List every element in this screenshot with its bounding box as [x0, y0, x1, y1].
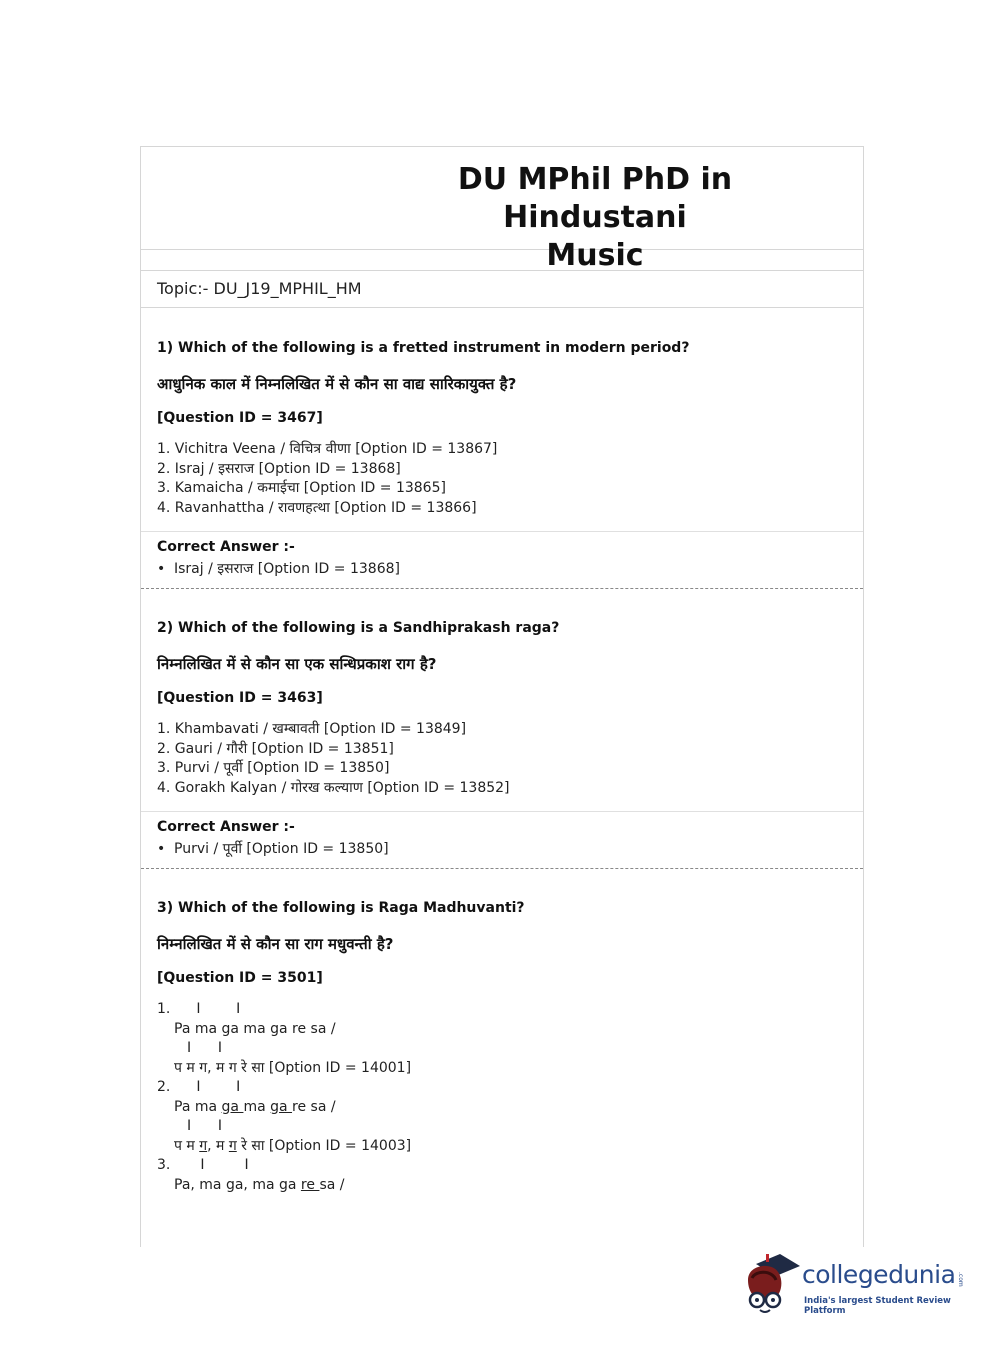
question-id: [Question ID = 3467]	[157, 410, 323, 426]
option-1-marks-2	[157, 1039, 863, 1059]
option-2-hindi-c: , म	[207, 1137, 229, 1154]
option-3-mark-row: I I	[200, 1157, 249, 1173]
answer-label: Correct Answer :-	[157, 539, 295, 555]
option-4: 4. Ravanhattha / रावणहत्था [Option ID = 13866]	[157, 499, 477, 516]
logo-tagline: India's largest Student Review Platform	[804, 1296, 951, 1316]
option-2: 2. Israj / इसराज [Option ID = 13868]	[157, 460, 401, 477]
option-1: 1. Vichitra Veena / विचित्र वीणा [Option ID = 13867]	[157, 441, 498, 457]
option-2-hindi-e: रे सा [Option ID = 14003]	[236, 1137, 412, 1154]
option-1: 1. Khambavati / खम्बावती [Option ID = 13849]	[157, 721, 467, 737]
logo-suffix: .com	[957, 1272, 964, 1287]
question-title: 1) Which of the following is a fretted instrument in modern period?	[157, 340, 690, 356]
answer-item	[157, 839, 863, 858]
option-2-marks	[157, 1078, 863, 1098]
answer-text: Purvi / पूर्वी [Option ID = 13850]	[174, 841, 389, 857]
option-1-roman	[157, 1020, 863, 1040]
options-list	[157, 1000, 863, 1195]
answer-section-1	[141, 531, 863, 589]
option-3-roman-b: re	[300, 1176, 320, 1193]
answer-label: Correct Answer :-	[157, 819, 295, 835]
bullet: •	[157, 841, 166, 857]
option-2-hindi	[157, 1137, 863, 1157]
option-1-mark-row-2: I I	[187, 1040, 222, 1056]
option-1-number: 1.	[157, 1001, 171, 1017]
title-line-1: DU MPhil PhD in Hindustani	[457, 162, 733, 235]
option-4: 4. Gorakh Kalyan / गोरख कल्याण [Option ID = 13852]	[157, 779, 510, 796]
answer-section-2	[141, 811, 863, 869]
option-1-hindi	[157, 1059, 863, 1079]
option-2: 2. Gauri / गौरी [Option ID = 13851]	[157, 740, 394, 757]
question-title: 2) Which of the following is a Sandhiprakash raga?	[157, 620, 560, 636]
option-3-marks	[157, 1156, 863, 1176]
answer-text: Israj / इसराज [Option ID = 13868]	[174, 561, 400, 577]
option-2-roman-d: ga	[270, 1098, 293, 1115]
option-2-marks-2	[157, 1117, 863, 1137]
option-2-mark-row: I I	[196, 1079, 241, 1095]
option-1-roman-text: Pa ma ga ma ga re sa /	[174, 1020, 336, 1037]
document-title	[375, 161, 815, 275]
option-2-mark-row-2: I I	[187, 1118, 222, 1134]
option-3: 3. Purvi / पूर्वी [Option ID = 13850]	[157, 760, 390, 776]
question-title: 3) Which of the following is Raga Madhuvanti?	[157, 900, 525, 916]
option-1-marks	[157, 1000, 863, 1020]
option-2-roman-b: ga	[221, 1098, 244, 1115]
bullet: •	[157, 561, 166, 577]
option-2-hindi-d: ग	[228, 1137, 237, 1154]
option-1-hindi-text: प म ग, म ग रे सा [Option ID = 14001]	[174, 1059, 412, 1076]
option-3-roman-a: Pa, ma ga, ma ga	[174, 1176, 301, 1193]
option-3-roman	[157, 1176, 863, 1196]
option-1-mark-row: I I	[196, 1001, 241, 1017]
option-2-hindi-b: ग	[199, 1137, 208, 1154]
topic-row: Topic:- DU_J19_MPHIL_HM	[141, 271, 863, 308]
question-1	[141, 308, 863, 531]
option-2-hindi-a: प म	[174, 1137, 200, 1154]
option-2-number: 2.	[157, 1079, 171, 1095]
option-2-roman-a: Pa ma	[174, 1098, 222, 1115]
question-id: [Question ID = 3463]	[157, 690, 323, 706]
option-3: 3. Kamaicha / कमाईचा [Option ID = 13865]	[157, 480, 446, 496]
logo-wordmark: collegedunia	[802, 1260, 956, 1289]
collegedunia-logo	[742, 1250, 972, 1320]
title-line-2: Music	[546, 238, 644, 273]
question-hindi: निम्नलिखित में से कौन सा एक सन्धिप्रकाश राग है?	[157, 655, 437, 673]
question-id: [Question ID = 3501]	[157, 970, 323, 986]
option-3-number: 3.	[157, 1157, 171, 1173]
question-hindi: निम्नलिखित में से कौन सा राग मधुवन्ती है?	[157, 935, 394, 953]
options-list	[157, 720, 863, 811]
answer-item	[157, 559, 863, 578]
option-2-roman-e: re sa /	[292, 1098, 336, 1115]
option-2-roman-c: ma	[243, 1098, 271, 1115]
option-3-roman-c: sa /	[319, 1176, 345, 1193]
question-paper	[140, 146, 864, 1247]
option-2-roman	[157, 1098, 863, 1118]
title-box	[141, 147, 863, 273]
mascot-icon	[742, 1250, 802, 1316]
options-list	[157, 440, 863, 531]
question-3	[141, 869, 863, 1195]
question-hindi: आधुनिक काल में निम्नलिखित में से कौन सा वाद्य सारिकायुक्त है?	[157, 375, 517, 393]
question-2	[141, 589, 863, 811]
